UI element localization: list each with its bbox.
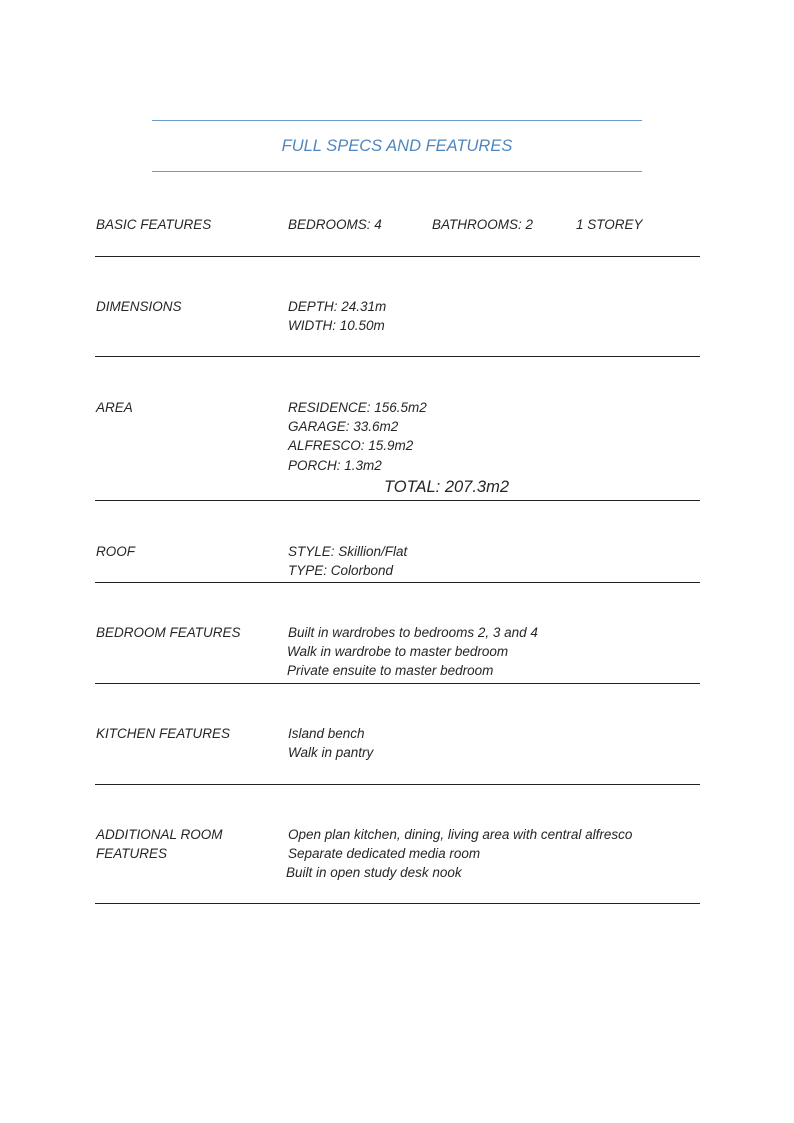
porch-area: PORCH: 1.3m2 [288, 458, 382, 473]
title-bottom-rule [152, 171, 642, 172]
page-title: FULL SPECS AND FEATURES [281, 137, 513, 155]
additional-feature-item: Built in open study desk nook [286, 865, 462, 880]
depth-value: DEPTH: 24.31m [288, 299, 387, 314]
additional-feature-item: Open plan kitchen, dining, living area with central alfresco [288, 827, 633, 842]
alfresco-area: ALFRESCO: 15.9m2 [288, 438, 414, 453]
kitchen-features-label: KITCHEN FEATURES [96, 726, 231, 741]
section-divider [95, 256, 700, 257]
bathrooms-value: BATHROOMS: 2 [432, 217, 534, 232]
section-divider [95, 903, 700, 904]
title-top-rule [152, 120, 642, 121]
section-divider [95, 356, 700, 357]
residence-area: RESIDENCE: 156.5m2 [288, 400, 427, 415]
area-label: AREA [96, 400, 133, 415]
section-divider [95, 582, 700, 583]
storey-value: 1 STOREY [576, 217, 643, 232]
total-area: TOTAL: 207.3m2 [384, 478, 510, 496]
section-divider [95, 683, 700, 684]
additional-features-label-line2: FEATURES [96, 846, 168, 861]
roof-type: TYPE: Colorbond [288, 563, 394, 578]
bedroom-feature-item: Built in wardrobes to bedrooms 2, 3 and 4 [288, 625, 538, 640]
kitchen-feature-item: Island bench [288, 726, 365, 741]
bedroom-features-label: BEDROOM FEATURES [96, 625, 241, 640]
bedroom-feature-item: Walk in wardrobe to master bedroom [287, 644, 509, 659]
dimensions-label: DIMENSIONS [96, 299, 182, 314]
additional-feature-item: Separate dedicated media room [288, 846, 481, 861]
width-value: WIDTH: 10.50m [288, 318, 385, 333]
kitchen-feature-item: Walk in pantry [288, 745, 374, 760]
basic-features-label: BASIC FEATURES [96, 217, 212, 232]
roof-style: STYLE: Skillion/Flat [288, 544, 408, 559]
additional-features-label-line1: ADDITIONAL ROOM [96, 827, 223, 842]
bedrooms-value: BEDROOMS: 4 [288, 217, 382, 232]
section-divider [95, 500, 700, 501]
garage-area: GARAGE: 33.6m2 [288, 419, 399, 434]
roof-label: ROOF [96, 544, 135, 559]
bedroom-feature-item: Private ensuite to master bedroom [287, 663, 494, 678]
section-divider [95, 784, 700, 785]
